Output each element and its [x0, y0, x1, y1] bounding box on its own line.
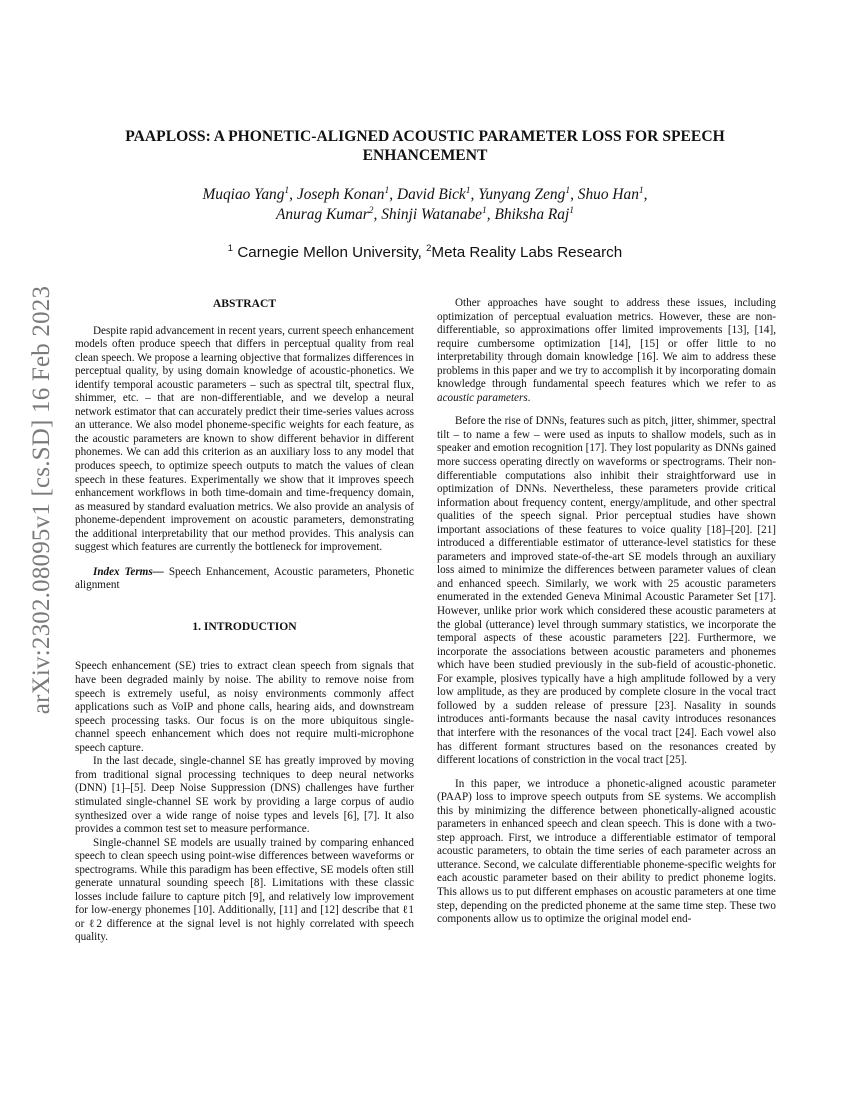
author: Muqiao Yang$^1$, — [202, 185, 297, 203]
affiliations: $^1$ Carnegie Mellon University, $^2$Meta Reality Labs Research — [227, 242, 623, 261]
author: Shinji Watanabe$^1$, — [381, 205, 495, 223]
author: Joseph Konan$^1$, — [296, 185, 397, 203]
arxiv-identifier: arXiv:2302.08095v1 [cs.SD] 16 Feb 2023 — [28, 285, 55, 715]
abstract-heading: ABSTRACT — [212, 297, 277, 310]
affiliation-number: 1 — [227, 242, 234, 254]
index-terms-label: Index Terms— — [93, 565, 164, 578]
author: Yunyang Zeng$^1$, — [478, 185, 578, 203]
body-paragraph: In this paper, we introduce a phonetic-aligned acoustic parameter (PAAP) loss to improve speech outputs from SE systems. We accomplish this by minimizing the difference between phonetically-aligned acoustic parameters in enhanced speech and clean speech. This is done with a two-step approach. First, we introduce a differentiable estimator of temporal acoustic parameters, to obtain the time series of each parameter across an utterance. Second, we calculate differentiable phoneme-specific weights for each acoustic parameter based on their ability to predict phoneme logits. This allows us to put different emphases on acoustic parameters at one time step, depending on the predicted phoneme at the same time step. These two components allow us to optimize the original model end- — [437, 777, 776, 926]
index-terms-text: Speech Enhancement, Acoustic parameters, Phonetic alignment — [75, 565, 414, 592]
affiliation-number: 2 — [426, 242, 432, 254]
author: Anurag Kumar$^2$, — [275, 205, 382, 223]
intro-heading: 1. INTRODUCTION — [192, 619, 297, 633]
body-paragraph: Before the rise of DNNs, features such as pitch, jitter, shimmer, spectral tilt – to name a few – were used as inputs to shallow models, such as in speaker and emotion recognition [17]. They lost popularity as DNNs gained more success operating directly on waveforms or spectrograms. Their non-differentiable computations also inhibit their straightforward use in optimization of DNNs. Nevertheless, these parameters provide critical information about frequency content, energy/amplitude, and other spectral qualities of the speech signal. Prior perceptual studies have shown important associations of these features to voice quality [18]–[20]. [21] introduced a differentiable estimator of utterance-level statistics for these parameters and improved state-of-the-art SE models through an auxiliary loss aimed to minimize the differences between parameter values of clean and enhanced speech. Similarly, we work with 25 acoustic parameters enumerated in the extended Geneva Minimal Acoustic Parameter Set [17]. However, unlike prior work which considered these acoustic parameters at the global (utterance) level through summary statistics, we incorporate the temporal aspects of these acoustic parameters [22]. Furthermore, we incorporate the associations between acoustic parameters and phonemes which have been studied previously in the sub-field of acoustic-phonetic. For example, plosives typically have a high amplitude followed by a very low amplitude, as they are produced by complete closure in the vocal tract followed by a sudden release of pressure [23]. Nasality in sounds introduces anti-formants because the nasal cavity introduces resonances that interfere with the resonances of the vocal tract [24]. Each vowel also has different formant structures based on the resonances created by different locations of constriction in the vocal tract [25]. — [437, 415, 776, 767]
intro-paragraph: Single-channel SE models are usually trained by comparing enhanced speech to clean speech using point-wise differences between waveforms or spectrograms. While this paradigm has been effective, SE models often still generate unnatural sounding speech [8]. Limitations with these classic losses include failure to capture pitch [9], and relatively low improvement for low-energy phonemes [10]. Additionally, [11] and [12] describe that ℓ1 or ℓ2 difference at the signal level is not highly correlated with speech quality. — [75, 836, 414, 944]
right-column — [437, 297, 776, 927]
intro-paragraph: Speech enhancement (SE) tries to extract clean speech from signals that have been degraded mainly by noise. The ability to remove noise from speech is extremely useful, as noisy environments commonly affect applications such as VoIP and phone calls, hearing aids, and downstream speech processing tasks. Our focus is on the more ubiquitous single-channel speech enhancement which does not require multi-microphone speech capture. — [75, 660, 414, 754]
affiliation-name: Carnegie Mellon University — [237, 244, 418, 261]
paper-title: PAAPLOSS: A PHONETIC-ALIGNED ACOUSTIC PARAMETER LOSS FOR SPEECH ENHANCEMENT — [125, 128, 725, 164]
abstract-text: Despite rapid advancement in recent years, current speech enhancement models often produce speech that differs in perceptual quality from real clean speech. We propose a learning objective that formalizes differences in perceptual quality, by using domain knowledge of acoustic-phonetics. We identify temporal acoustic parameters – such as spectral tilt, spectral flux, shimmer, etc. – that are non-differentiable, and we develop a neural network estimator that can accurately predict their time-series values across an utterance. We also model phoneme-specific weights for each feature, as the acoustic parameters are known to show different behavior in different phonemes. We can add this criterion as an auxiliary loss to any model that produces speech, to optimize speech outputs to match the values of clean speech in these features. Experimentally we show that it improves speech enhancement workflows in both time-domain and time-frequency domain, as measured by standard evaluation metrics. We also provide an analysis of phoneme-dependent improvement on acoustic parameters, demonstrating the additional interpretability that our method provides. This analysis can suggest which features are currently the bottleneck for improvement. — [75, 324, 414, 554]
arxiv-side-stamp — [22, 285, 62, 715]
author: Bhiksha Raj$^1$ — [494, 205, 574, 223]
left-column — [75, 297, 414, 945]
intro-paragraph: In the last decade, single-channel SE has greatly improved by moving from traditional signal processing techniques to deep neural networks (DNN) [1]–[5]. Deep Noise Suppression (DNS) challenges have further stimulated single-channel SE work by providing a large corpus of audio synthesized over a wide range of noise types and levels [6], [7]. It also provides a common test set to measure performance. — [75, 755, 414, 836]
author-list — [80, 185, 770, 225]
affiliation-name: Meta Reality Labs Research — [431, 244, 623, 261]
body-paragraph: Other approaches have sought to address these issues, including optimization of perceptual evaluation metrics. However, these are non-differentiable, so approximations offer limited improvements [13], [14], require cumbersome optimization [14], [15] or offer little to no interpretability through domain knowledge [16]. We aim to address these problems in this paper and we try to accomplish it by incorporating domain knowledge through fundamental speech features which we refer to as acoustic parameters. — [437, 297, 776, 404]
author: Shuo Han$^1$, — [577, 185, 648, 203]
acoustic-parameters-term: acoustic parameters — [437, 391, 528, 404]
index-terms — [75, 566, 414, 593]
author: David Bick$^1$, — [396, 185, 479, 203]
